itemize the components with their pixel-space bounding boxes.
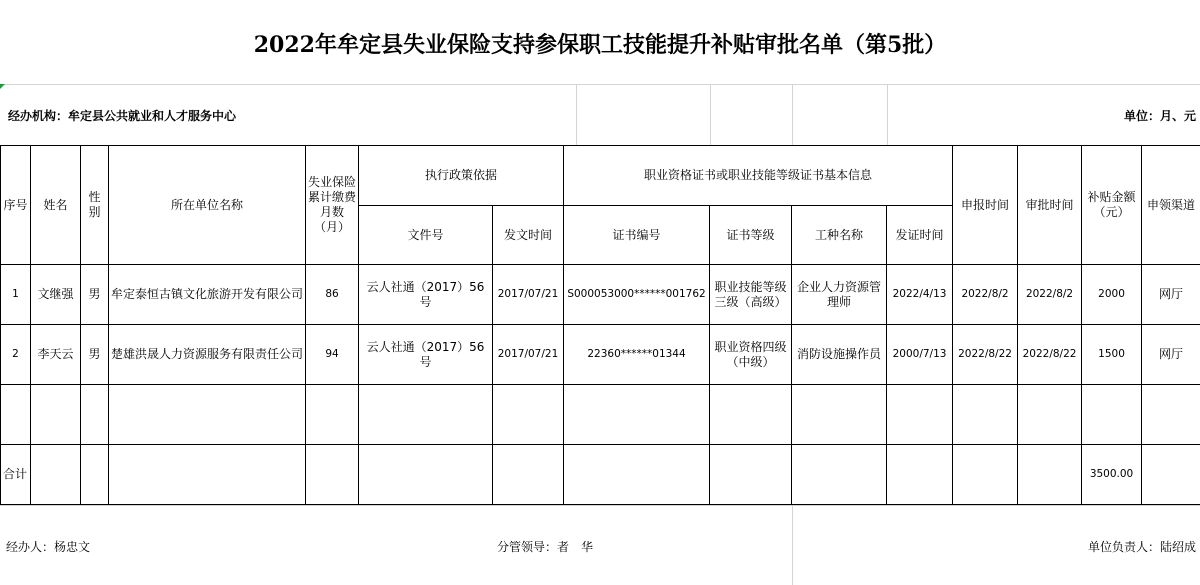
empty-cell — [1082, 385, 1142, 445]
empty-cell — [306, 385, 359, 445]
total-row — [1, 445, 1200, 505]
empty-cell — [493, 445, 564, 505]
cell-job-name: 企业人力资源管理师 — [792, 265, 887, 325]
header-policy-group: 执行政策依据 — [359, 146, 564, 206]
organization-label: 经办机构：牟定县公共就业和人才服务中心 — [8, 109, 237, 123]
header-gender: 性别 — [81, 146, 109, 265]
empty-cell — [81, 445, 109, 505]
cell-issue-date: 2017/07/21 — [493, 265, 564, 325]
header-name: 姓名 — [31, 146, 81, 265]
cell-approve-date: 2022/8/22 — [1018, 325, 1082, 385]
empty-cell — [31, 385, 81, 445]
header-job-name: 工种名称 — [792, 206, 887, 265]
cell-company: 牟定泰恒古镇文化旅游开发有限公司 — [109, 265, 306, 325]
empty-cell — [710, 385, 792, 445]
total-amount: 3500.00 — [1082, 445, 1142, 505]
cell-gender: 男 — [81, 325, 109, 385]
empty-cell — [493, 385, 564, 445]
empty-cell — [710, 445, 792, 505]
header-apply-date: 申报时间 — [953, 146, 1018, 265]
header-doc-no: 文件号 — [359, 206, 493, 265]
unit-label: 单位：月、元 — [1123, 109, 1196, 123]
empty-cell — [887, 445, 953, 505]
empty-cell — [359, 385, 493, 445]
cell-months: 86 — [306, 265, 359, 325]
footer-handler: 经办人：杨忠文 — [6, 540, 91, 554]
empty-cell — [792, 445, 887, 505]
footer-leader: 分管领导：者 华 — [497, 540, 594, 554]
cell-comment-marker — [0, 84, 5, 89]
empty-cell — [31, 445, 81, 505]
empty-cell — [953, 445, 1018, 505]
cell-issue-date: 2017/07/21 — [493, 325, 564, 385]
cell-doc-no: 云人社通（2017）56号 — [359, 265, 493, 325]
header-cert-group: 职业资格证书或职业技能等级证书基本信息 — [564, 146, 953, 206]
empty-cell — [1, 385, 31, 445]
empty-cell — [564, 445, 710, 505]
table-row — [1, 265, 1200, 325]
cell-channel: 网厅 — [1142, 325, 1200, 385]
cell-months: 94 — [306, 325, 359, 385]
page-title: 2022年牟定县失业保险支持参保职工技能提升补贴审批名单（第5批） — [253, 32, 947, 58]
header-row-1 — [1, 146, 1200, 206]
header-channel: 申领渠道 — [1142, 146, 1200, 265]
empty-cell — [306, 445, 359, 505]
header-cert-no: 证书编号 — [564, 206, 710, 265]
empty-cell — [887, 385, 953, 445]
cell-gender: 男 — [81, 265, 109, 325]
empty-cell — [1018, 445, 1082, 505]
header-issue-date: 发文时间 — [493, 206, 564, 265]
cell-cert-no: 22360******01344 — [564, 325, 710, 385]
empty-cell — [1142, 445, 1200, 505]
header-months: 失业保险累计缴费月数（月） — [306, 146, 359, 265]
empty-cell — [81, 385, 109, 445]
cell-seq: 2 — [1, 325, 31, 385]
header-cert-date: 发证时间 — [887, 206, 953, 265]
cell-apply-date: 2022/8/22 — [953, 325, 1018, 385]
empty-cell — [359, 445, 493, 505]
header-company: 所在单位名称 — [109, 146, 306, 265]
cell-cert-no: S000053000******001762 — [564, 265, 710, 325]
cell-channel: 网厅 — [1142, 265, 1200, 325]
cell-name: 李天云 — [31, 325, 81, 385]
header-amount: 补贴金额（元） — [1082, 146, 1142, 265]
cell-amount: 2000 — [1082, 265, 1142, 325]
approval-table — [0, 145, 1200, 505]
empty-cell — [109, 385, 306, 445]
table-row — [1, 325, 1200, 385]
empty-cell — [792, 385, 887, 445]
cell-cert-date: 2022/4/13 — [887, 265, 953, 325]
cell-job-name: 消防设施操作员 — [792, 325, 887, 385]
cell-approve-date: 2022/8/2 — [1018, 265, 1082, 325]
empty-cell — [564, 385, 710, 445]
cell-name: 文继强 — [31, 265, 81, 325]
empty-cell — [1018, 385, 1082, 445]
cell-cert-date: 2000/7/13 — [887, 325, 953, 385]
cell-cert-level: 职业技能等级三级（高级） — [710, 265, 792, 325]
header-cert-level: 证书等级 — [710, 206, 792, 265]
cell-doc-no: 云人社通（2017）56号 — [359, 325, 493, 385]
total-label: 合计 — [1, 445, 31, 505]
cell-seq: 1 — [1, 265, 31, 325]
empty-cell — [1142, 385, 1200, 445]
cell-amount: 1500 — [1082, 325, 1142, 385]
cell-cert-level: 职业资格四级（中级） — [710, 325, 792, 385]
empty-cell — [109, 445, 306, 505]
header-seq: 序号 — [1, 146, 31, 265]
empty-cell — [953, 385, 1018, 445]
empty-row — [1, 385, 1200, 445]
header-approve-date: 审批时间 — [1018, 146, 1082, 265]
footer-responsible: 单位负责人：陆绍成 — [1087, 540, 1196, 554]
cell-apply-date: 2022/8/2 — [953, 265, 1018, 325]
cell-company: 楚雄洪晟人力资源服务有限责任公司 — [109, 325, 306, 385]
